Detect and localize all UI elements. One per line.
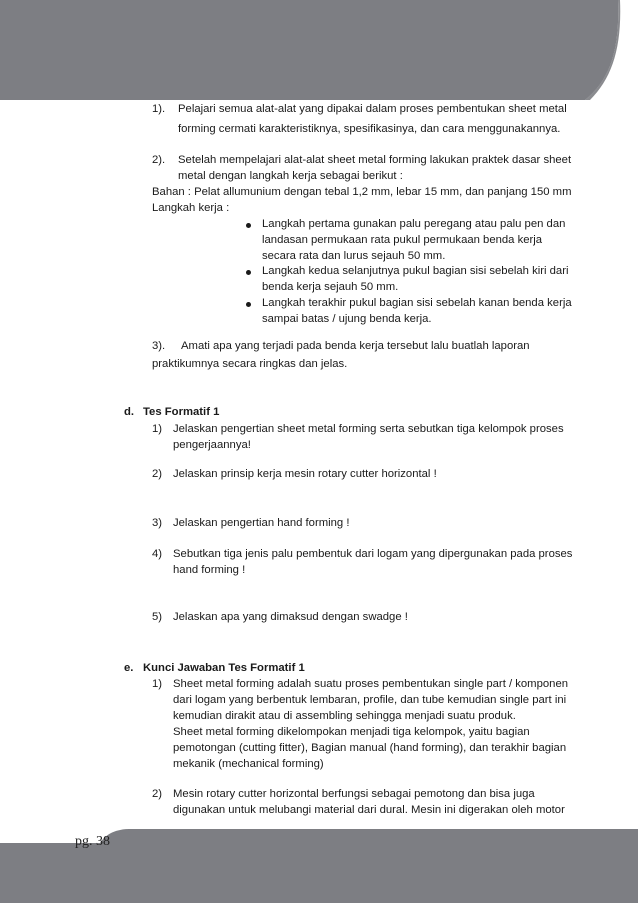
answer-line: kemudian dirakit atau di assembling sehingga menjadi suatu produk.: [173, 710, 516, 722]
page-number: pg. 38: [75, 834, 110, 849]
bullet-line: landasan permukaan rata pukul permukaan benda kerja: [262, 234, 543, 246]
intro-item3-marker: 3).: [152, 340, 166, 352]
answer-line: Sheet metal forming adalah suatu proses pembentukan single part / komponen: [173, 678, 569, 690]
question-number: 4): [152, 548, 163, 560]
bullet-line: secara rata dan lurus sejauh 50 mm.: [262, 250, 446, 262]
answer-line: pemotongan (cutting fitter), Bagian manual (hand forming), dan terakhir bagian: [173, 742, 567, 754]
question-line: Sebutkan tiga jenis palu pembentuk dari logam yang dipergunakan pada proses: [173, 548, 573, 560]
bullet-line: Langkah terakhir pukul bagian sisi sebelah kanan benda kerja: [262, 297, 572, 309]
intro-item1-line: Pelajari semua alat-alat yang dipakai dalam proses pembentukan sheet metal: [178, 103, 567, 115]
question-line: hand forming !: [173, 564, 246, 576]
bullet-line: Langkah kedua selanjutnya pukul bagian sisi sebelah kiri dari: [262, 265, 569, 277]
section-d-letter: d.: [124, 406, 135, 418]
question-number: 3): [152, 517, 163, 529]
answer-number: 1): [152, 678, 163, 690]
intro-item1-line: forming cermati karakteristiknya, spesifikasinya, dan cara menggunakannya.: [178, 123, 561, 135]
intro-item2-line: Setelah mempelajari alat-alat sheet metal forming lakukan praktek dasar sheet: [178, 154, 572, 166]
intro-item2-marker: 2).: [152, 154, 166, 166]
question-line: pengerjaannya!: [173, 439, 251, 451]
section-d-heading: Tes Formatif 1: [143, 406, 220, 418]
question-number: 1): [152, 423, 163, 435]
answer-line: digunakan untuk melubangi material dari dural. Mesin ini digerakan oleh motor: [173, 804, 565, 816]
section-e-heading: Kunci Jawaban Tes Formatif 1: [143, 662, 305, 674]
answer-line: mekanik (mechanical forming): [173, 758, 324, 770]
intro-item3-line: Amati apa yang terjadi pada benda kerja tersebut lalu buatlah laporan: [181, 340, 530, 352]
bullet-line: benda kerja sejauh 50 mm.: [262, 281, 399, 293]
intro-item2-line: metal dengan langkah kerja sebagai berikut :: [178, 170, 403, 182]
header-band: [0, 0, 638, 100]
bullet-line: Langkah pertama gunakan palu peregang atau palu pen dan: [262, 218, 566, 230]
intro-item3-line: praktikumnya secara ringkas dan jelas.: [152, 358, 348, 370]
langkah-label: Langkah kerja :: [152, 202, 230, 214]
bullet-icon: [246, 223, 251, 228]
question-line: Jelaskan prinsip kerja mesin rotary cutter horizontal !: [173, 468, 437, 480]
bahan-text: Bahan : Pelat allumunium dengan tebal 1,2 mm, lebar 15 mm, dan panjang 150 mm: [152, 186, 572, 198]
answer-line: Sheet metal forming dikelompokan menjadi tiga kelompok, yaitu bagian: [173, 726, 530, 738]
question-line: Jelaskan pengertian hand forming !: [173, 517, 350, 529]
answer-line: dari logam yang berbentuk lembaran, profile, dan tube kemudian single part ini: [173, 694, 567, 706]
intro-item1-marker: 1).: [152, 103, 166, 115]
question-number: 5): [152, 611, 163, 623]
question-line: Jelaskan apa yang dimaksud dengan swadge !: [173, 611, 408, 623]
section-e-letter: e.: [124, 662, 134, 674]
bullet-line: sampai batas / ujung benda kerja.: [262, 313, 432, 325]
answer-number: 2): [152, 788, 163, 800]
question-line: Jelaskan pengertian sheet metal forming serta sebutkan tiga kelompok proses: [173, 423, 564, 435]
question-number: 2): [152, 468, 163, 480]
answer-line: Mesin rotary cutter horizontal berfungsi sebagai pemotong dan bisa juga: [173, 788, 535, 800]
bullet-icon: [246, 302, 251, 307]
bullet-icon: [246, 270, 251, 275]
